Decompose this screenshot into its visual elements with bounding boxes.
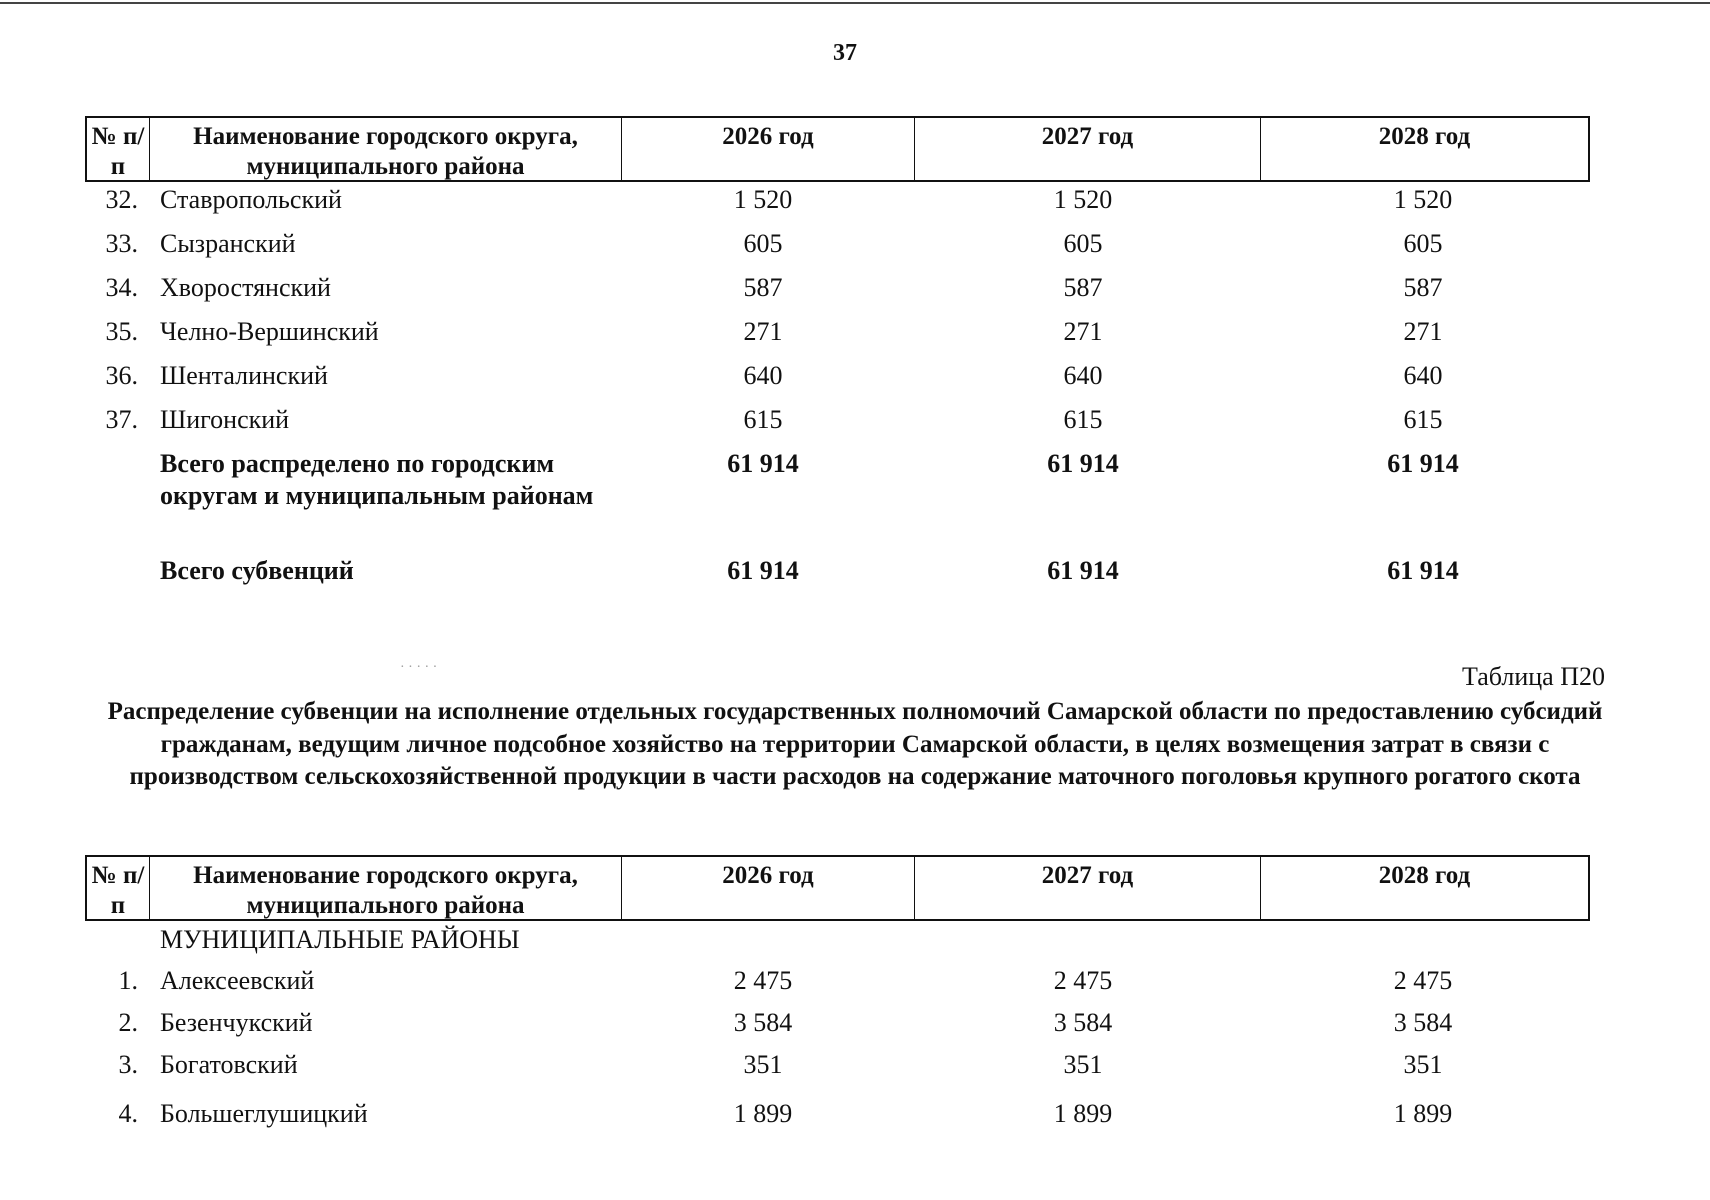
total-distributed-2027: 61 914: [1047, 449, 1119, 478]
value-2028: 587: [1403, 273, 1443, 302]
row-name: Ставропольский: [160, 185, 342, 214]
header-2026: 2026 год: [622, 118, 915, 180]
value-2027: 271: [1063, 317, 1103, 346]
value-2028: 3 584: [1393, 1008, 1453, 1037]
value-2026: 1 520: [733, 185, 793, 214]
value-2027: 351: [1063, 1050, 1103, 1079]
row-name: Алексеевский: [160, 966, 315, 995]
row-number: 34.: [105, 273, 138, 302]
total-subventions-label: Всего субвенций: [160, 556, 354, 585]
scan-speck: · · · · ·: [400, 660, 438, 675]
value-2027: 587: [1063, 273, 1103, 302]
value-2028: 271: [1403, 317, 1443, 346]
value-2026: 640: [743, 361, 783, 390]
row-name: Шигонский: [160, 405, 290, 434]
value-2026: 1 899: [733, 1099, 793, 1128]
value-2028: 2 475: [1393, 966, 1453, 995]
header-name: Наименование городского округа, муниципального района: [150, 118, 622, 180]
total-distributed-2026: 61 914: [727, 449, 799, 478]
value-2026: 615: [743, 405, 783, 434]
row-number: 35.: [105, 317, 138, 346]
header-2026: 2026 год: [622, 857, 915, 919]
total-subventions-2027: 61 914: [1047, 556, 1119, 585]
group-label: МУНИЦИПАЛЬНЫЕ РАЙОНЫ: [160, 925, 520, 954]
table-caption: Таблица П20: [1462, 662, 1605, 691]
value-2027: 605: [1063, 229, 1103, 258]
row-number: 37.: [105, 405, 138, 434]
row-number: 2.: [118, 1008, 138, 1037]
value-2026: 605: [743, 229, 783, 258]
value-2028: 640: [1403, 361, 1443, 390]
value-2026: 2 475: [733, 966, 793, 995]
row-number: 4.: [118, 1099, 138, 1128]
value-2026: 587: [743, 273, 783, 302]
value-2026: 271: [743, 317, 783, 346]
header-2028: 2028 год: [1378, 123, 1471, 150]
total-distributed-label: Всего распределено по городским округам и муниципальным районам: [160, 449, 594, 510]
row-number: 3.: [118, 1050, 138, 1079]
value-2028: 615: [1403, 405, 1443, 434]
value-2028: 351: [1403, 1050, 1443, 1079]
value-2028: 605: [1403, 229, 1443, 258]
value-2027: 2 475: [1053, 966, 1113, 995]
header-2027: 2027 год: [915, 118, 1261, 180]
row-name: Сызранский: [160, 229, 296, 258]
row-number: 36.: [105, 361, 138, 390]
table2-header: [85, 855, 1590, 921]
value-2027: 615: [1063, 405, 1103, 434]
row-name: Богатовский: [160, 1050, 298, 1079]
row-name: Безенчукский: [160, 1008, 313, 1037]
row-name: Челно-Вершинский: [160, 317, 379, 346]
row-number: 33.: [105, 229, 138, 258]
header-num: № п/п: [87, 857, 150, 919]
table-title: Распределение субвенции на исполнение отдельных государственных полномочий Самарской области по предоставлению субсидий гражданам, ведущим личное подсобное хозяйство на территории Самарской области, в целях возмещения затрат в связи с производством сельскохозяйственной продукции в части расходов на содержание маточного поголовья крупного рогатого скота: [107, 698, 1603, 790]
row-name: Шенталинский: [160, 361, 328, 390]
top-rule: [0, 2, 1710, 4]
value-2026: 351: [743, 1050, 783, 1079]
value-2027: 1 520: [1053, 185, 1113, 214]
total-subventions-2026: 61 914: [727, 556, 799, 585]
value-2026: 3 584: [733, 1008, 793, 1037]
value-2027: 640: [1063, 361, 1103, 390]
table1-header: [85, 116, 1590, 182]
row-number: 1.: [118, 966, 138, 995]
header-name: Наименование городского округа, муниципального района: [150, 857, 622, 919]
total-subventions-2028: 61 914: [1387, 556, 1459, 585]
row-name: Большеглушицкий: [160, 1099, 368, 1128]
value-2028: 1 520: [1393, 185, 1453, 214]
row-number: 32.: [105, 185, 138, 214]
row-name: Хворостянский: [160, 273, 331, 302]
value-2028: 1 899: [1393, 1099, 1453, 1128]
value-2027: 1 899: [1053, 1099, 1113, 1128]
header-num: № п/п: [87, 118, 150, 180]
value-2027: 3 584: [1053, 1008, 1113, 1037]
page-number: 37: [833, 40, 857, 66]
header-2027: 2027 год: [915, 857, 1261, 919]
total-distributed-2028: 61 914: [1387, 449, 1459, 478]
header-2028: 2028 год: [1378, 862, 1471, 889]
